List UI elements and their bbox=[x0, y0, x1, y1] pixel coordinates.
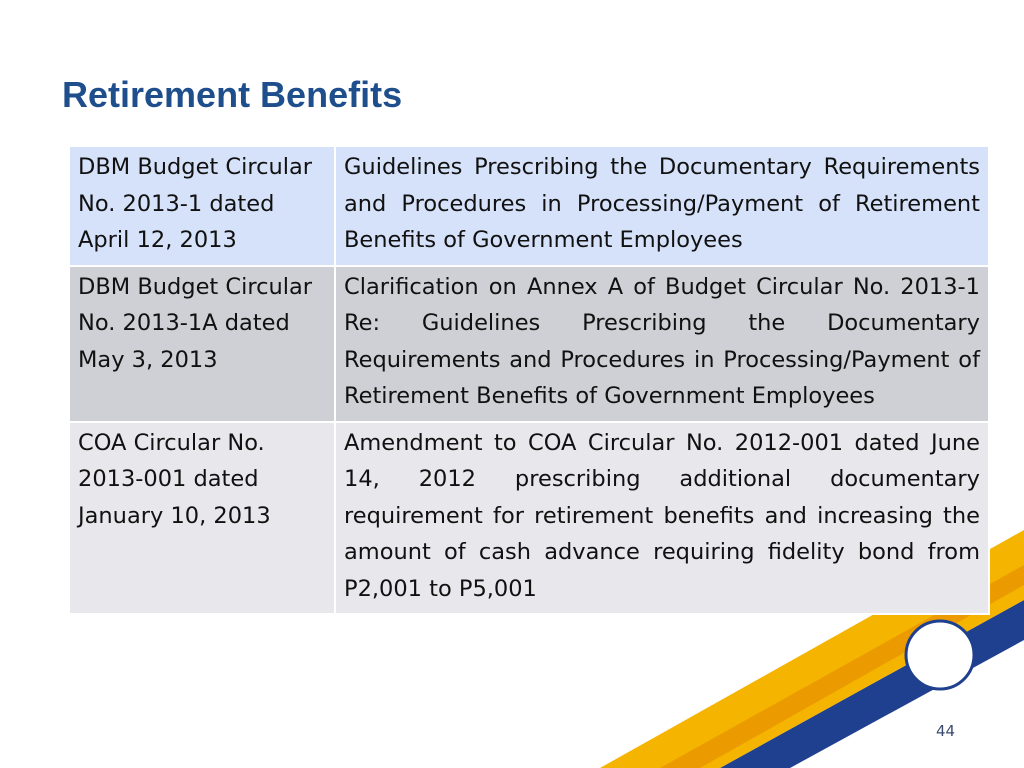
description-cell: Clarification on Annex A of Budget Circular No. 2013-1 Re: Guidelines Prescribing the Documentary Requirements and Procedures in Processing/Payment of Retirement Benefits of Government Employees bbox=[335, 266, 989, 422]
table-row bbox=[69, 422, 989, 615]
circular-cell: COA Circular No. 2013-001 dated January 10, 2013 bbox=[69, 422, 335, 615]
circular-cell: DBM Budget Circular No. 2013-1A dated May 3, 2013 bbox=[69, 266, 335, 422]
description-cell: Amendment to COA Circular No. 2012-001 dated June 14, 2012 prescribing additional documentary requirement for retirement benefits and increasing the amount of cash advance requiring fidelity bond from P2,001 to P5,001 bbox=[335, 422, 989, 615]
slide-title: Retirement Benefits bbox=[62, 74, 403, 115]
circular-cell: DBM Budget Circular No. 2013-1 dated April 12, 2013 bbox=[69, 146, 335, 266]
page-number: 44 bbox=[936, 722, 956, 740]
circulars-table bbox=[68, 145, 990, 615]
seal-emblem bbox=[906, 621, 974, 689]
table-row bbox=[69, 146, 989, 266]
table-row bbox=[69, 266, 989, 422]
description-cell: Guidelines Prescribing the Documentary Requirements and Procedures in Processing/Payment of Retirement Benefits of Government Employees bbox=[335, 146, 989, 266]
